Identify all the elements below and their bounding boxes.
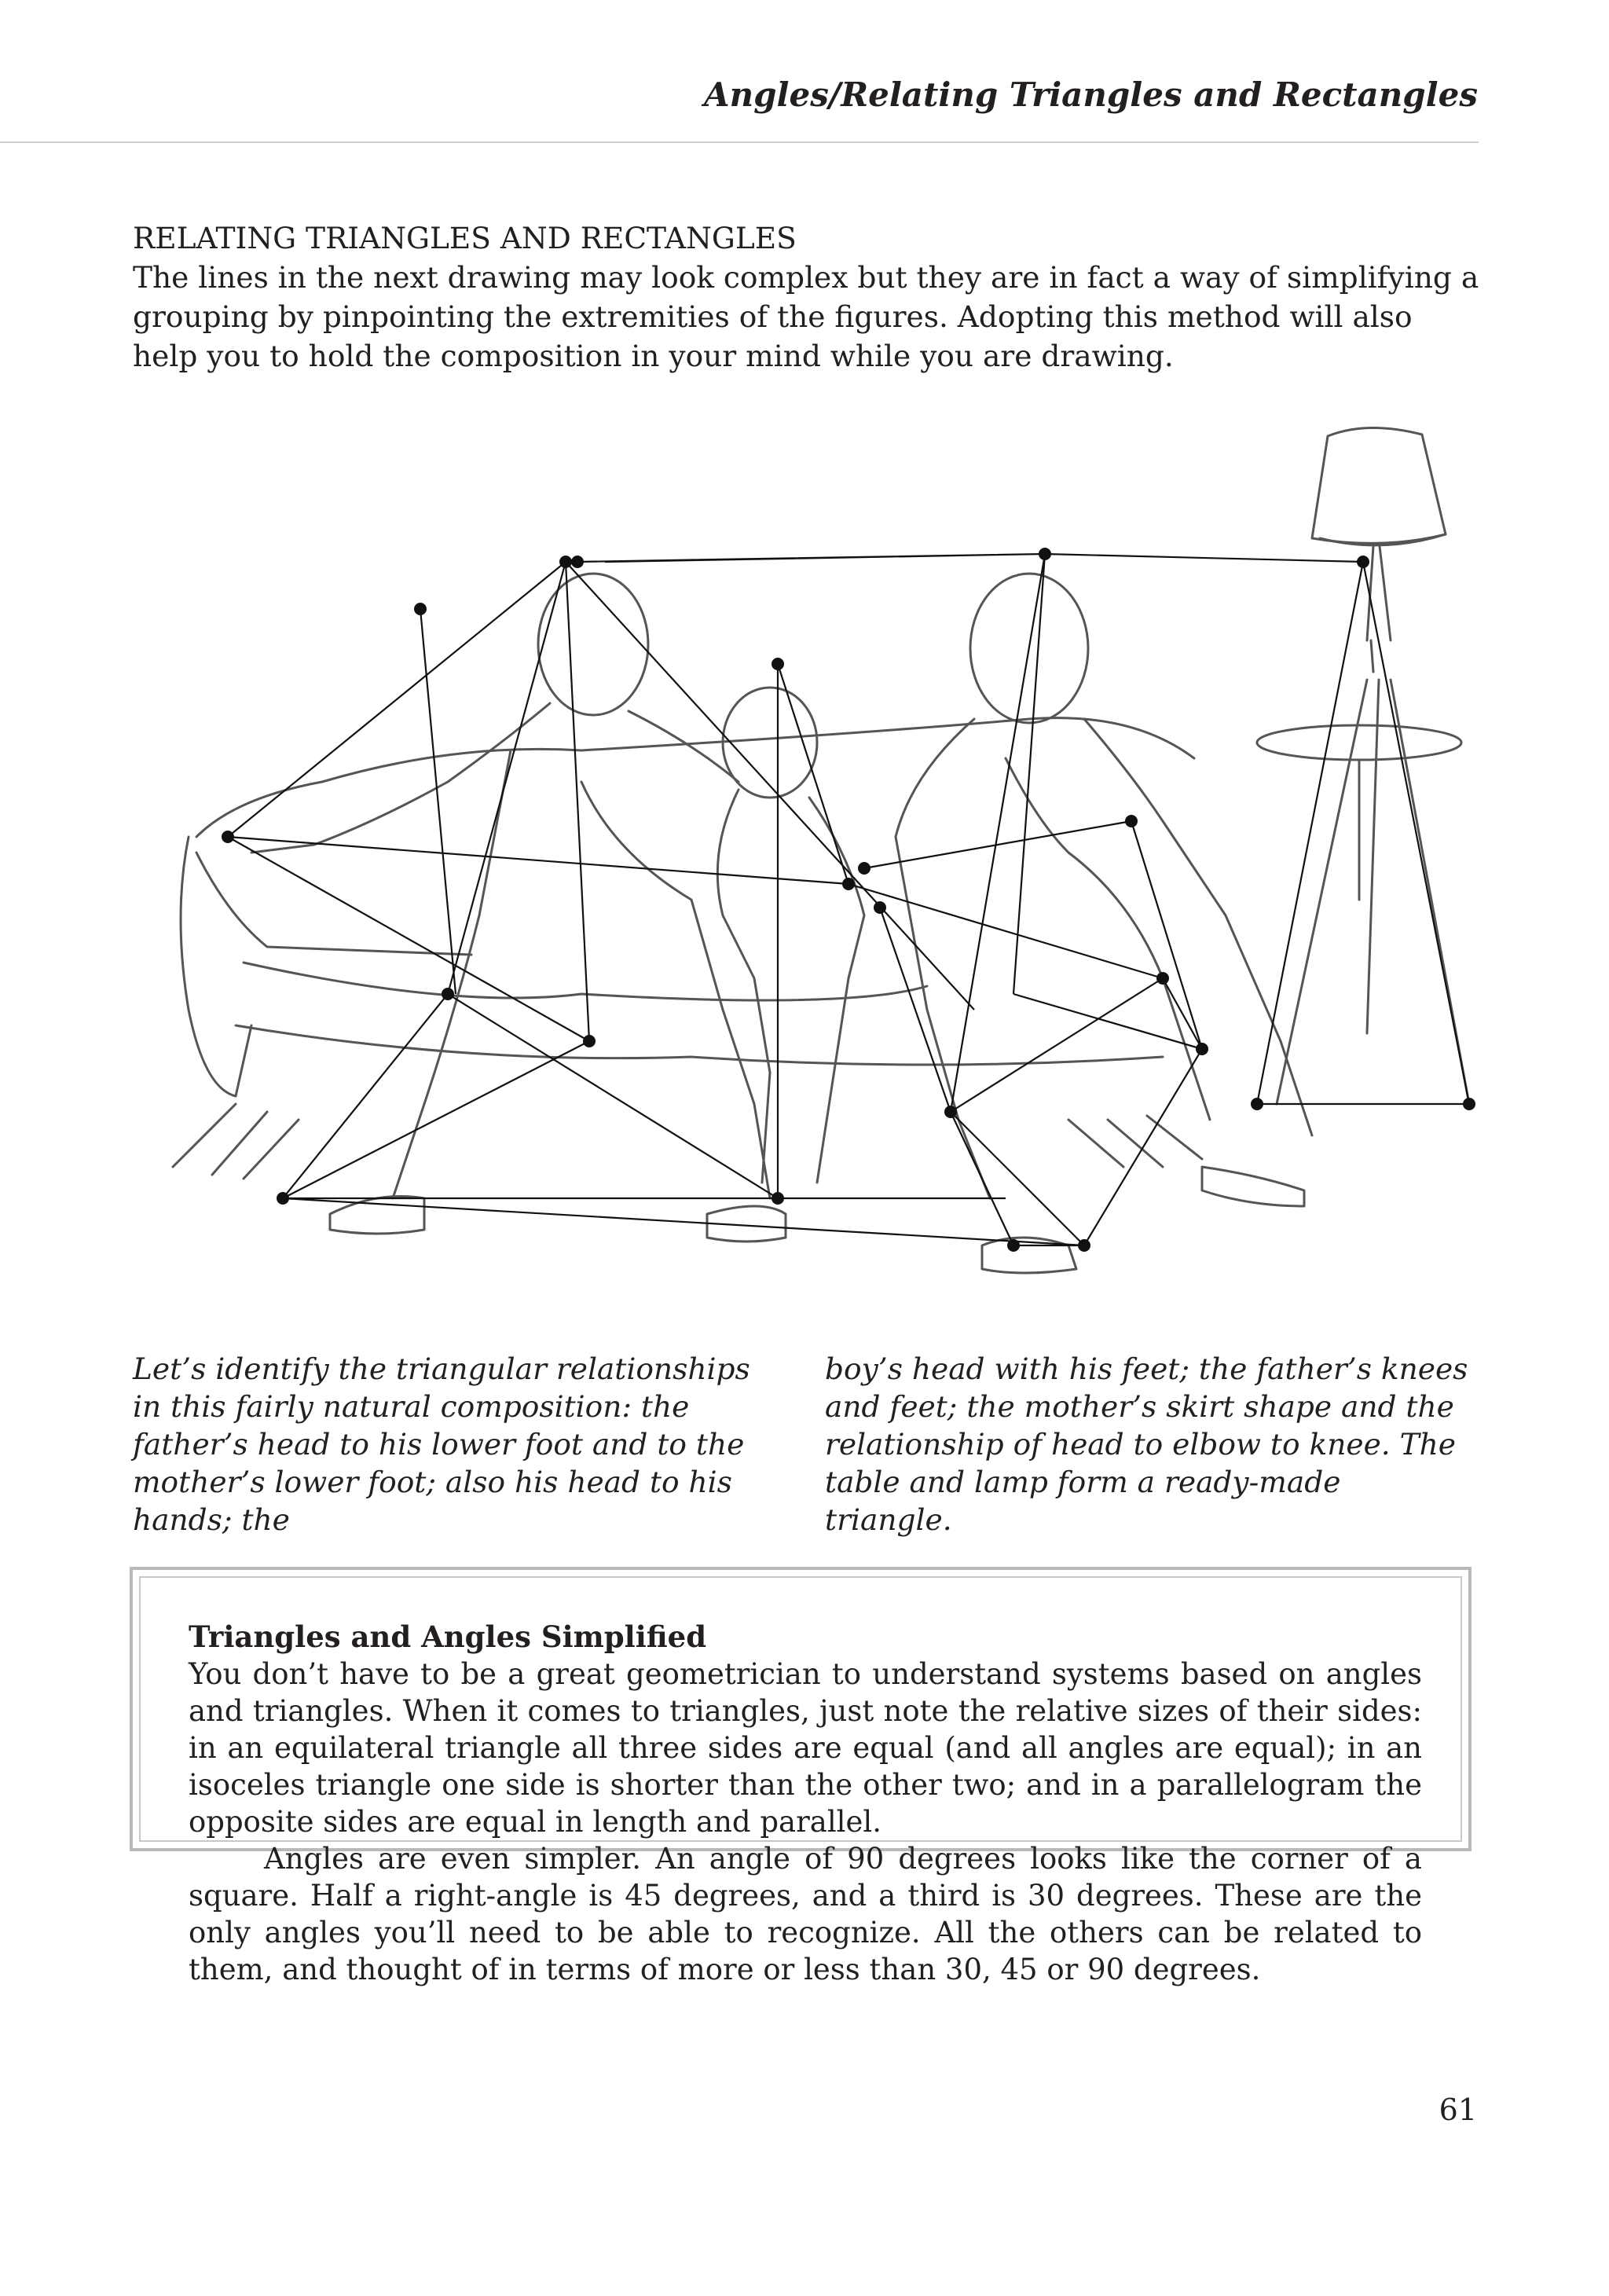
lamp-shade bbox=[1312, 427, 1446, 543]
running-header-title: Angles/Relating Triangles and Rectangles bbox=[704, 75, 1478, 114]
header-rule bbox=[0, 141, 1479, 143]
family-sketch-illustration bbox=[141, 413, 1516, 1324]
section-heading: RELATING TRIANGLES AND RECTANGLES bbox=[133, 221, 797, 255]
sidebar-box-paragraph-1: You don’t have to be a great geometrician to understand systems based on angles and triangles. When it comes to triangles, just note the relative sizes of their sides: in an equilateral triangle all three sides are equal (and all angles are equal); in an isoceles triangle one side is shorter than the other two; and in a parallelogram the opposite sides are equal in length and parallel. bbox=[189, 1657, 1422, 1839]
sidebar-box-content bbox=[189, 1619, 1422, 1988]
side-table bbox=[1257, 725, 1461, 760]
construction-lines bbox=[228, 554, 1469, 1245]
lamp-stand bbox=[1367, 546, 1391, 672]
sidebar-box-title: Triangles and Angles Simplified bbox=[189, 1619, 707, 1654]
caption-left-column: Let’s identify the triangular relationships in this fairly natural composition: the father’s head to his lower foot and to the mother’s lower foot; also his head to his hands; the bbox=[133, 1352, 750, 1537]
intro-paragraph: The lines in the next drawing may look complex but they are in fact a way of simplifying a grouping by pinpointing the extremities of the figures. Adopting this method will also help you to hold the composition in your mind while you are drawing. bbox=[133, 260, 1479, 373]
page-number: 61 bbox=[1439, 2092, 1477, 2127]
caption-right-column: boy’s head with his feet; the father’s knees and feet; the mother’s skirt shape and the relationship of head to elbow to knee. The table and lamp form a ready-made triangle. bbox=[825, 1352, 1468, 1537]
sofa-outline bbox=[196, 718, 1194, 837]
sidebar-box-paragraph-2: Angles are even simpler. An angle of 90 degrees looks like the corner of a square. Half a right-angle is 45 degrees, and a third is 30 degrees. These are the only angles you’ll need to be able to recognize. All the others can be related to them, and thought of in terms of more or less than 30, 45 or 90 degrees. bbox=[189, 1842, 1422, 1986]
intro-section bbox=[133, 218, 1484, 376]
father-head bbox=[538, 574, 648, 715]
